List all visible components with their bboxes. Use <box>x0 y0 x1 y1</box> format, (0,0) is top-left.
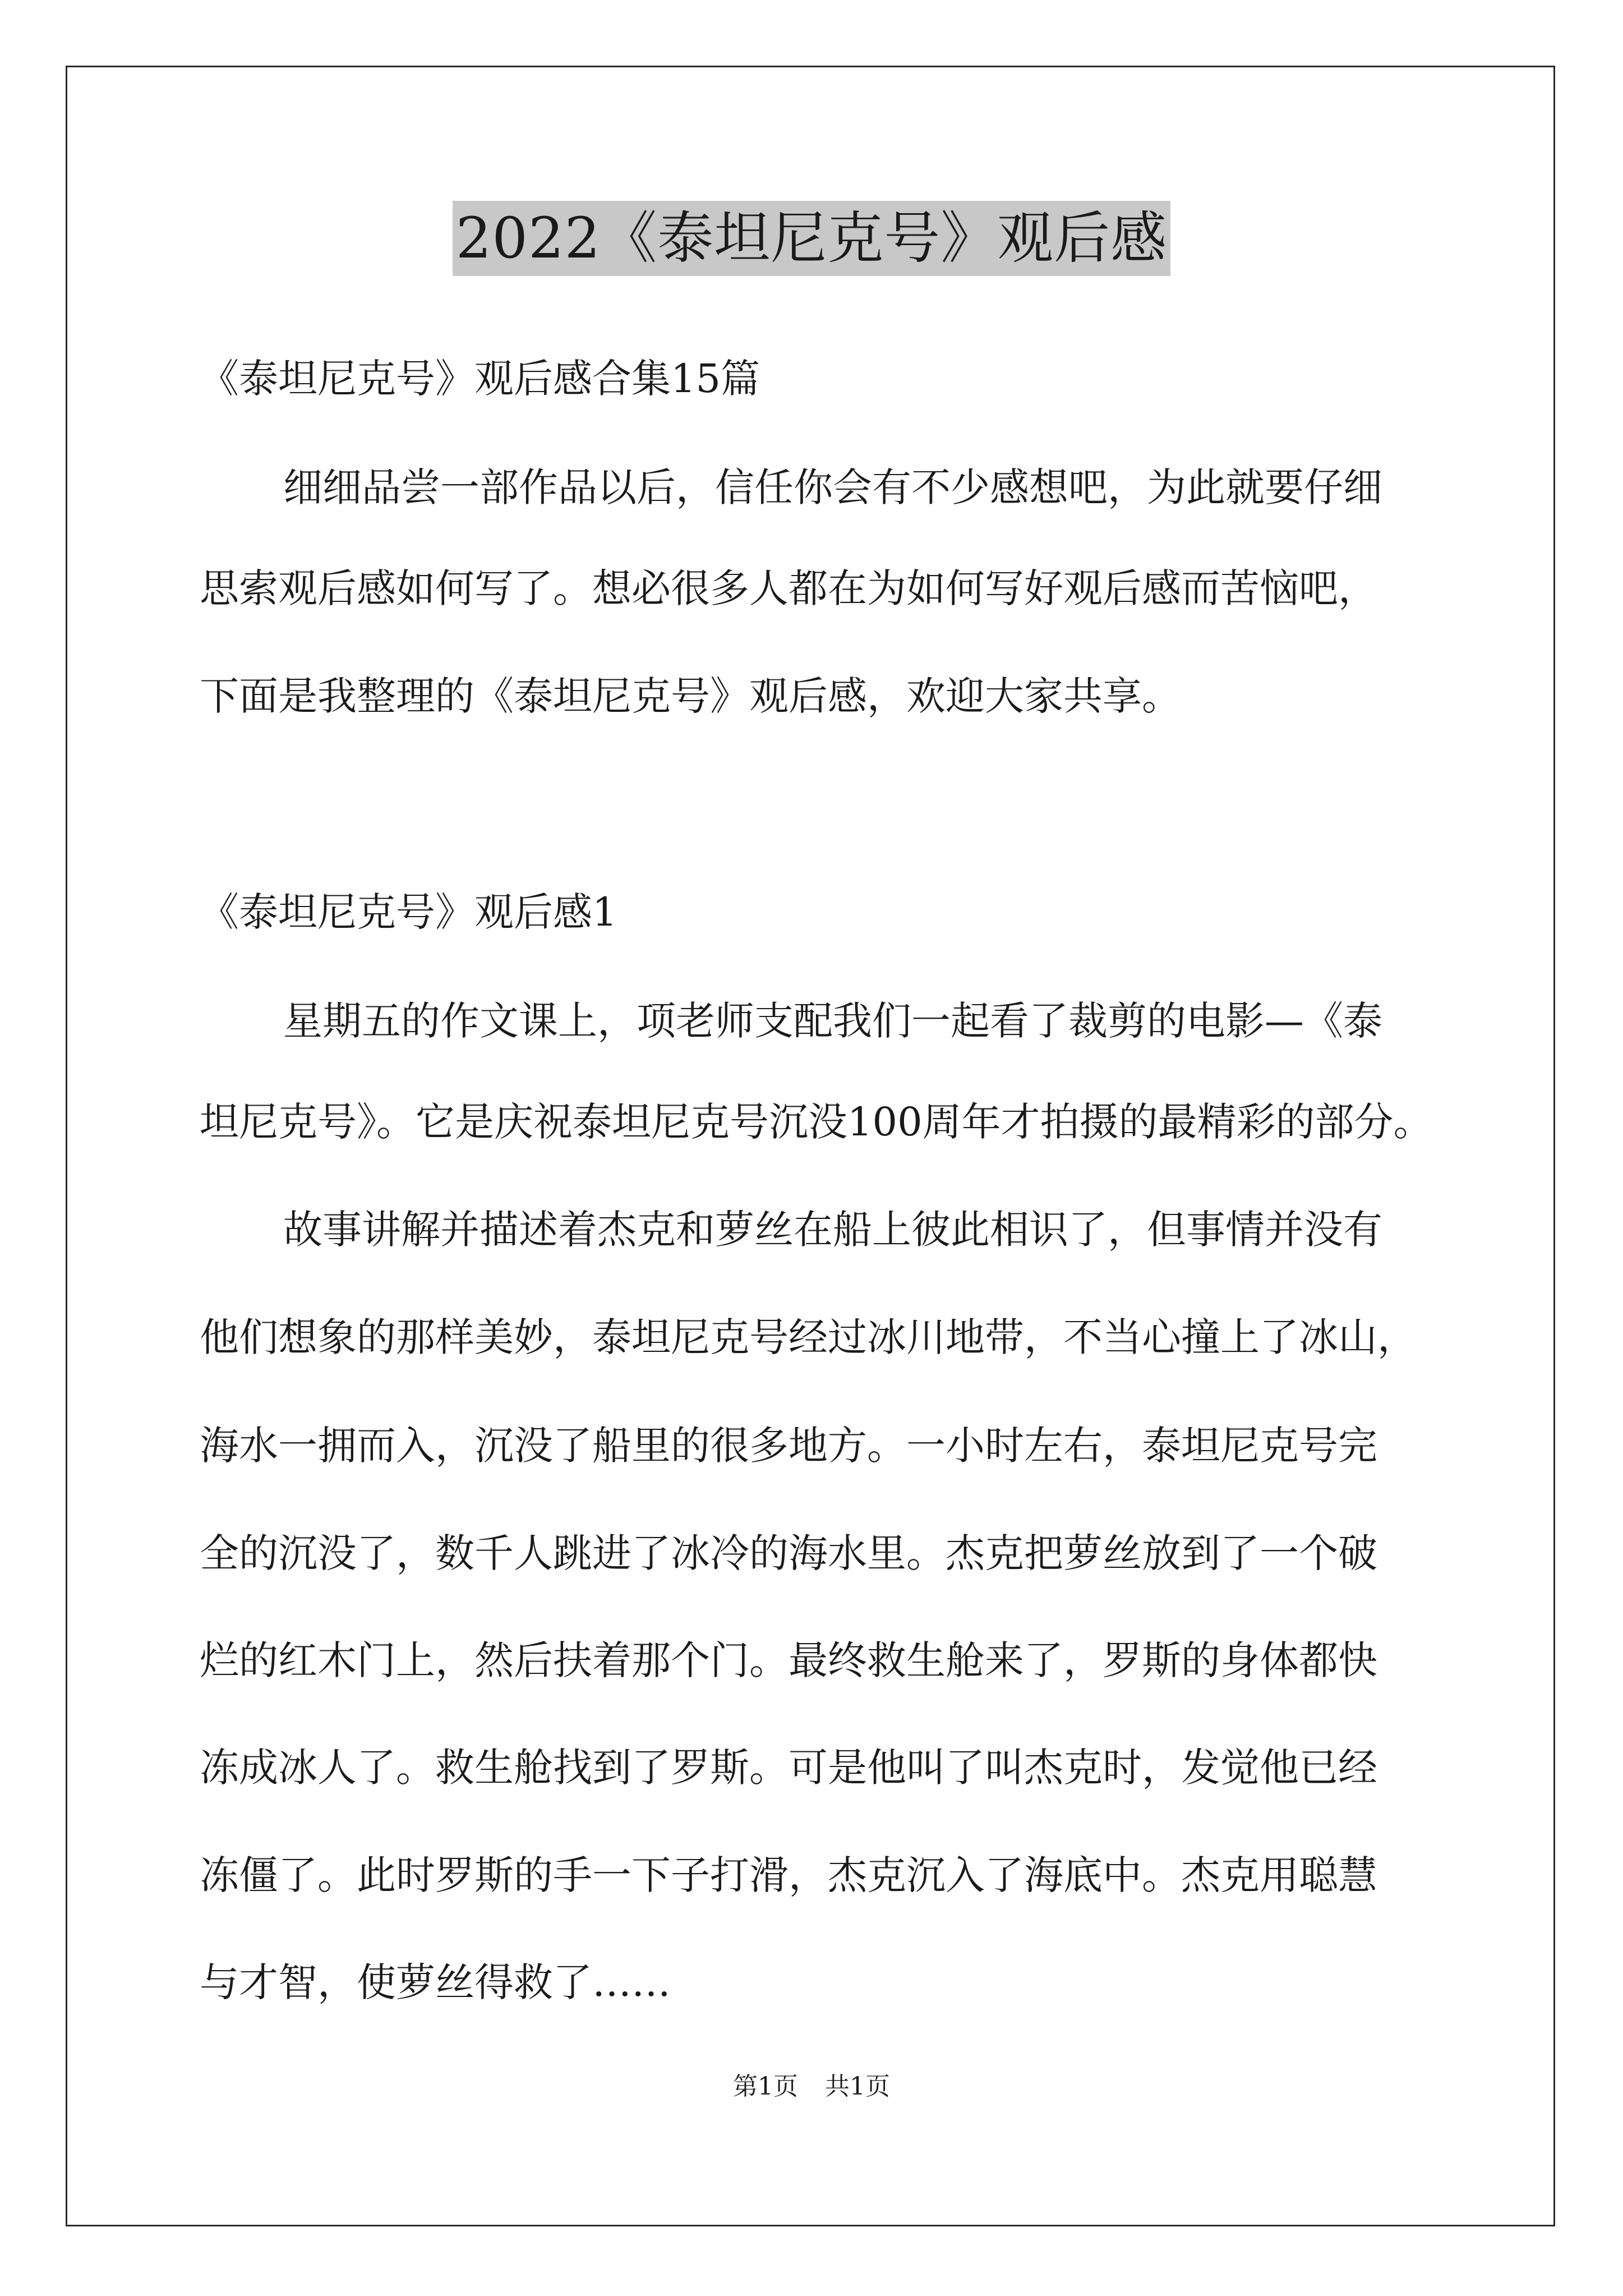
paragraph-line: 烂的红木门上，然后扶着那个门。最终救生舱来了，罗斯的身体都快 <box>200 1637 1377 1683</box>
paragraph-line: 坦尼克号》。它是庆祝泰坦尼克号沉没100周年才拍摄的最精彩的部分。 <box>200 1099 1433 1145</box>
paragraph-line: 与才智，使萝丝得救了…… <box>200 1959 671 2005</box>
paragraph-line: 冻僵了。此时罗斯的手一下子打滑，杰克沉入了海底中。杰克用聪慧 <box>200 1852 1377 1898</box>
paragraph-line: 冻成冰人了。救生舱找到了罗斯。可是他叫了叫杰克时，发觉他已经 <box>200 1745 1377 1791</box>
page-footer <box>0 2070 1623 2104</box>
paragraph-line: 星期五的作文课上，项老师支配我们一起看了裁剪的电影—《泰 <box>283 998 1382 1044</box>
intro-line: 细细品尝一部作品以后，信任你会有不少感想吧，为此就要仔细 <box>283 464 1382 510</box>
page-total: 共1页 <box>825 2072 890 2101</box>
document-title: 2022《泰坦尼克号》观后感 <box>453 201 1171 276</box>
intro-line: 思索观后感如何写了。想必很多人都在为如何写好观后感而苦恼吧， <box>200 565 1377 611</box>
intro-line: 下面是我整理的《泰坦尼克号》观后感，欢迎大家共享。 <box>200 673 1181 719</box>
title-container <box>0 201 1623 276</box>
paragraph-line: 全的沉没了，数千人跳进了冰冷的海水里。杰克把萝丝放到了一个破 <box>200 1530 1377 1576</box>
paragraph-line: 海水一拥而入，沉没了船里的很多地方。一小时左右，泰坦尼克号完 <box>200 1423 1377 1469</box>
page-number: 第1页 <box>733 2072 798 2101</box>
paragraph-line: 他们想象的那样美妙，泰坦尼克号经过冰川地带，不当心撞上了冰山， <box>200 1314 1417 1360</box>
document-subtitle: 《泰坦尼克号》观后感合集15篇 <box>200 356 760 402</box>
section-heading: 《泰坦尼克号》观后感1 <box>200 889 617 935</box>
paragraph-line: 故事讲解并描述着杰克和萝丝在船上彼此相识了，但事情并没有 <box>283 1207 1382 1253</box>
